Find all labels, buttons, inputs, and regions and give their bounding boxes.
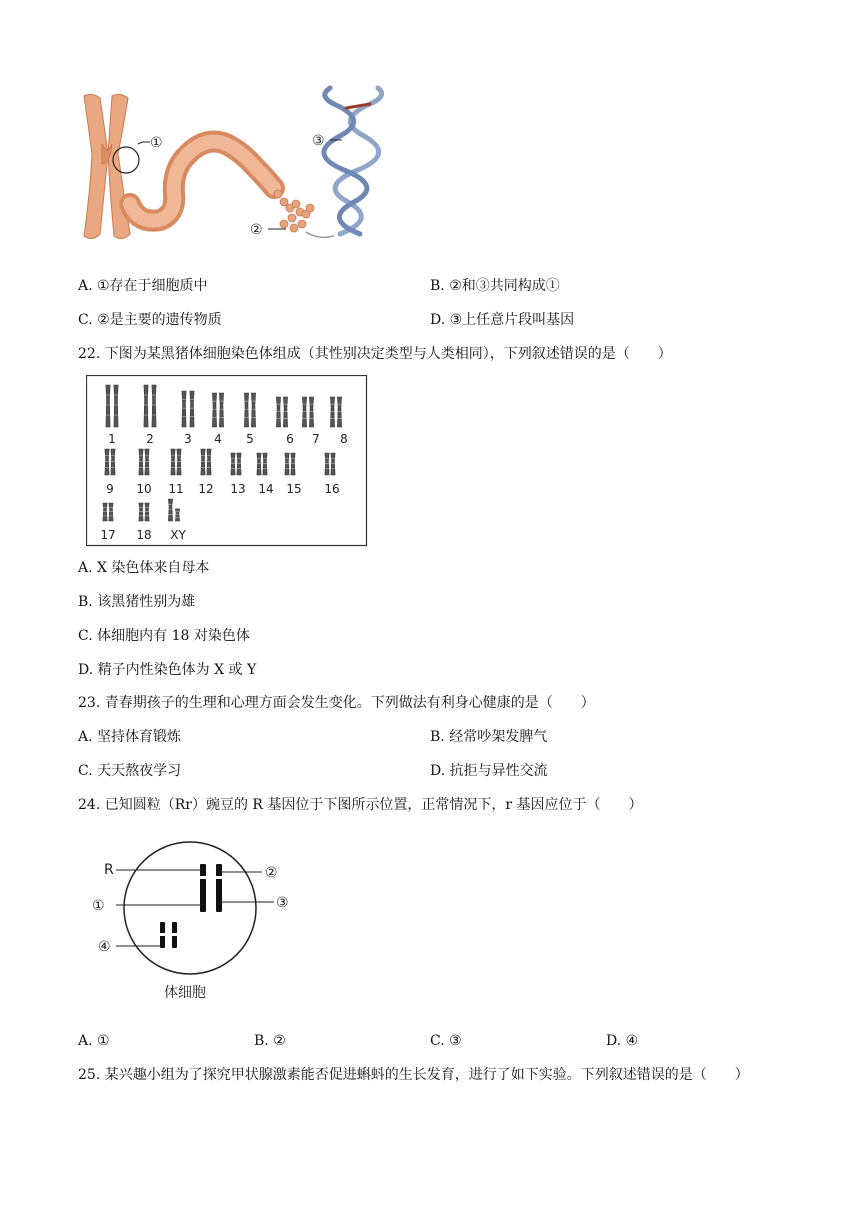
karyotype-chromosome [219, 393, 223, 427]
q22-option-c: C. 体细胞内有 18 对染色体 [78, 628, 250, 644]
figure-label-3: ③ [276, 895, 289, 911]
karyotype-chromosome [244, 393, 248, 427]
karyotype-chromosome [251, 393, 255, 427]
karyo-label-16: 16 [324, 482, 340, 496]
karyotype-chromosome [114, 385, 118, 427]
q23-option-c: C. 天天熬夜学习 [78, 763, 182, 779]
q24-option-c: C. ③ [430, 1033, 462, 1049]
karyo-label-17: 17 [100, 528, 116, 542]
karyo-label-3: 3 [184, 432, 192, 446]
karyotype-chromosome [106, 385, 110, 427]
cell-outline [124, 842, 256, 974]
karyotype-chromosome [190, 391, 194, 427]
karyo-label-14: 14 [258, 482, 274, 496]
karyo-label-10: 10 [136, 482, 152, 496]
karyotype-chromosome [302, 397, 306, 427]
figure-label-1: ① [150, 135, 163, 151]
karyotype-chromosome [139, 449, 143, 475]
chromosome-pair-large [200, 864, 222, 912]
karyo-label-2: 2 [146, 432, 154, 446]
karyotype-chromosome [144, 385, 148, 427]
figure-label-4: ④ [98, 939, 111, 955]
karyotype-chromosome [105, 449, 109, 475]
q23-option-b: B. 经常吵架发脾气 [430, 729, 548, 745]
karyotype-chromosome [182, 391, 186, 427]
karyo-label-xy: XY [170, 528, 186, 542]
q24-stem: 24. 已知圆粒（Rr）豌豆的 R 基因位于下图所示位置，正常情况下，r 基因应位于（ ） [78, 797, 643, 813]
karyotype-chromosome [325, 453, 329, 475]
q22-option-a: A. X 染色体来自母本 [78, 560, 210, 576]
karyo-label-1: 1 [108, 432, 116, 446]
q21-option-c: C. ②是主要的遗传物质 [78, 312, 222, 328]
q23-stem: 23. 青春期孩子的生理和心理方面会发生变化。下列做法有利身心健康的是（ ） [78, 695, 595, 711]
karyo-label-4: 4 [214, 432, 222, 446]
karyotype-chromosome [145, 449, 149, 475]
karyotype-chromosome [103, 503, 107, 521]
karyotype-chromosome [231, 453, 235, 475]
karyotype-chromosome [237, 453, 241, 475]
karyotype-chromosome [201, 449, 205, 475]
karyo-label-13: 13 [230, 482, 246, 496]
karyo-label-7: 7 [312, 432, 320, 446]
karyo-label-9: 9 [106, 482, 114, 496]
karyo-label-11: 11 [168, 482, 184, 496]
q22-option-d: D. 精子内性染色体为 X 或 Y [78, 662, 257, 678]
karyotype-chromosome [212, 393, 216, 427]
chromosome-dna-figure [78, 84, 408, 254]
q23-option-a: A. 坚持体育锻炼 [78, 729, 182, 745]
karyotype-chromosome [111, 449, 115, 475]
karyo-label-5: 5 [246, 432, 254, 446]
q22-option-b: B. 该黑猪性别为雄 [78, 594, 196, 610]
karyotype-chromosome [283, 397, 287, 427]
q22-stem: 22. 下图为某黑猪体细胞染色体组成（其性别决定类型与人类相同），下列叙述错误的是（ ） [78, 346, 672, 362]
body-cell-figure [90, 836, 300, 1006]
chromosome-illustration [84, 94, 130, 238]
karyotype-chromosome [152, 385, 156, 427]
karyotype-chromosome [331, 453, 335, 475]
karyotype-figure [86, 375, 368, 547]
dna-double-helix [324, 88, 382, 234]
karyo-label-15: 15 [286, 482, 302, 496]
karyotype-chromosome [276, 397, 280, 427]
karyo-label-12: 12 [198, 482, 214, 496]
karyo-label-8: 8 [340, 432, 348, 446]
figure-label-1: ① [92, 898, 105, 914]
karyotype-chromosome [171, 449, 175, 475]
q24-option-d: D. ④ [606, 1033, 639, 1049]
figure-label-2: ② [265, 865, 278, 881]
karyotype-chromosome [263, 453, 267, 475]
karyotype-chromosome [285, 453, 289, 475]
karyotype-chromosome [139, 503, 143, 521]
karyotype-chromosome [168, 499, 172, 521]
karyotype-chromosome [330, 397, 334, 427]
figure-label-3: ③ [312, 133, 325, 149]
q24-option-b: B. ② [254, 1033, 286, 1049]
q23-option-d: D. 抗拒与异性交流 [430, 763, 548, 779]
karyo-label-18: 18 [136, 528, 152, 542]
karyotype-chromosome [309, 397, 313, 427]
karyo-label-6: 6 [286, 432, 294, 446]
karyotype-chromosome [257, 453, 261, 475]
chromatin-coil [130, 142, 314, 232]
karyotype-chromosome [177, 449, 181, 475]
karyotype-chromosome [291, 453, 295, 475]
karyotype-chromosome [337, 397, 341, 427]
figure-caption: 体细胞 [164, 985, 206, 1001]
figure-label-r: R [104, 862, 114, 878]
q21-option-a: A. ①存在于细胞质中 [78, 278, 208, 294]
q24-option-a: A. ① [78, 1033, 110, 1049]
karyotype-chromosome [207, 449, 211, 475]
q21-option-d: D. ③上任意片段叫基因 [430, 312, 575, 328]
karyotype-chromosome [145, 503, 149, 521]
q21-option-b: B. ②和③共同构成① [430, 278, 560, 294]
q25-stem: 25. 某兴趣小组为了探究甲状腺激素能否促进蝌蚪的生长发育，进行了如下实验。下列叙述错误的是（ ） [78, 1067, 749, 1083]
karyotype-chromosome [109, 503, 113, 521]
figure-label-2: ② [250, 222, 263, 238]
